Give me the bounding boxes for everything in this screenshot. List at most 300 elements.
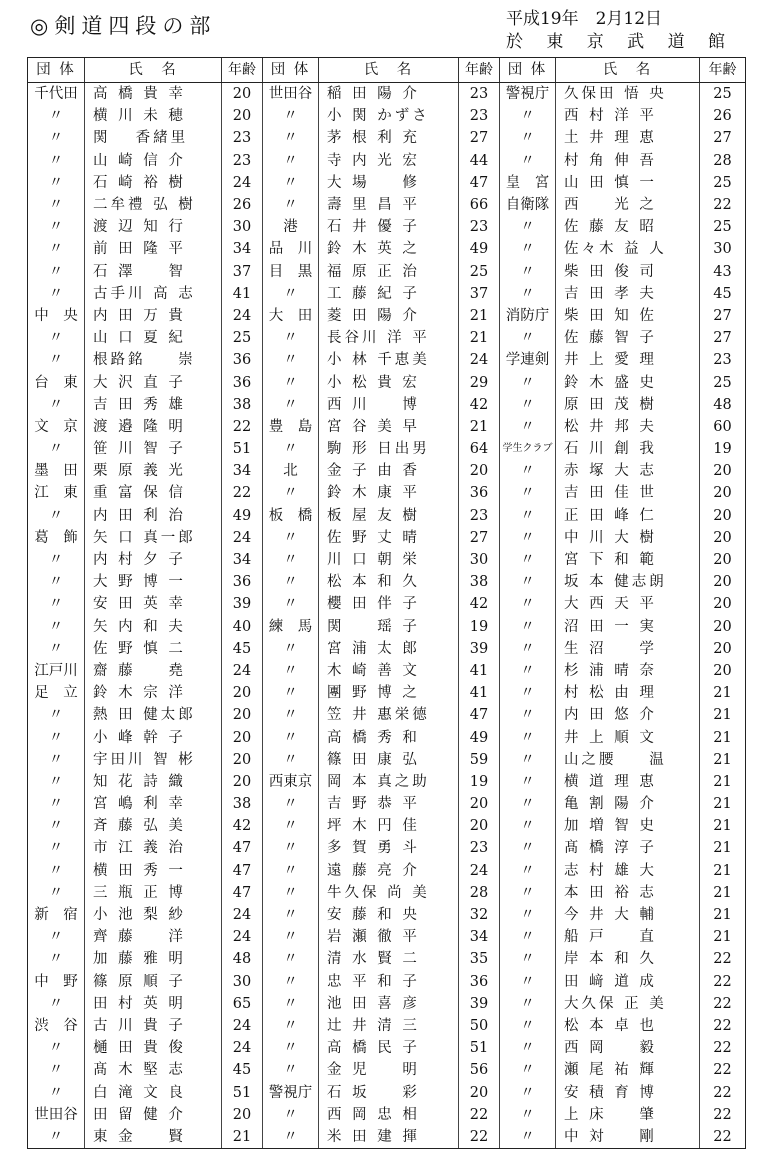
header-row: [28, 58, 746, 83]
team-cell: 〃: [500, 793, 556, 815]
team-cell: 〃: [263, 371, 319, 393]
name-cell: 鈴 木 康 平: [319, 482, 459, 504]
team-cell: 〃: [263, 749, 319, 771]
name-cell: 板 屋 友 樹: [319, 505, 459, 527]
team-cell: 皇 宮: [500, 172, 556, 194]
team-cell: 〃: [263, 882, 319, 904]
name-cell: 高 橋 貴 幸: [85, 83, 222, 106]
name-cell: 松 本 卓 也: [556, 1015, 700, 1037]
team-cell: 〃: [263, 571, 319, 593]
name-cell: 横 川 未 穂: [85, 105, 222, 127]
table-row: [28, 194, 746, 216]
age-cell: 34: [222, 549, 263, 571]
name-cell: 寺 内 光 宏: [319, 150, 459, 172]
age-cell: 49: [459, 726, 500, 748]
age-cell: 27: [700, 327, 746, 349]
table-row: [28, 926, 746, 948]
team-cell: 板 橋: [263, 505, 319, 527]
age-cell: 47: [222, 860, 263, 882]
team-cell: 〃: [500, 216, 556, 238]
name-cell: 大 沢 直 子: [85, 371, 222, 393]
name-cell: 佐 野 丈 晴: [319, 527, 459, 549]
team-cell: 文 京: [28, 416, 85, 438]
event-date: 平成19年 2月12日: [505, 9, 663, 29]
team-cell: 千代田: [28, 83, 85, 106]
age-cell: 24: [222, 660, 263, 682]
name-cell: 井 上 愛 理: [556, 349, 700, 371]
team-cell: 〃: [263, 105, 319, 127]
name-cell: 忠 平 和 子: [319, 971, 459, 993]
team-cell: 〃: [263, 593, 319, 615]
age-cell: 20: [700, 571, 746, 593]
age-cell: 23: [222, 127, 263, 149]
age-cell: 34: [459, 926, 500, 948]
age-cell: 36: [222, 371, 263, 393]
team-cell: 〃: [263, 1059, 319, 1081]
name-cell: 金 子 由 香: [319, 460, 459, 482]
table-row: [28, 1081, 746, 1103]
age-cell: 20: [222, 771, 263, 793]
age-cell: 48: [700, 394, 746, 416]
name-cell: 加 藤 雅 明: [85, 948, 222, 970]
team-cell: 〃: [500, 283, 556, 305]
age-cell: 41: [459, 660, 500, 682]
age-cell: 24: [222, 904, 263, 926]
name-cell: 團 野 博 之: [319, 682, 459, 704]
name-cell: 鈴 木 英 之: [319, 238, 459, 260]
name-cell: 石 澤 智: [85, 261, 222, 283]
name-cell: 篠 原 順 子: [85, 971, 222, 993]
team-cell: 練 馬: [263, 616, 319, 638]
age-cell: 47: [222, 882, 263, 904]
team-cell: 〃: [500, 616, 556, 638]
name-cell: 米 田 建 揮: [319, 1126, 459, 1149]
name-cell: 工 藤 紀 子: [319, 283, 459, 305]
age-cell: 48: [222, 948, 263, 970]
table-row: [28, 860, 746, 882]
team-cell: 〃: [28, 194, 85, 216]
table-row: [28, 505, 746, 527]
name-cell: 吉 田 秀 雄: [85, 394, 222, 416]
table-row: [28, 726, 746, 748]
team-cell: 〃: [500, 460, 556, 482]
table-row: [28, 83, 746, 106]
table-row: [28, 638, 746, 660]
team-cell: 〃: [263, 283, 319, 305]
team-cell: 〃: [500, 1037, 556, 1059]
name-cell: 重 富 保 信: [85, 482, 222, 504]
table-row: [28, 837, 746, 859]
name-cell: 中 対 剛: [556, 1126, 700, 1149]
team-cell: 〃: [28, 238, 85, 260]
team-cell: 〃: [28, 793, 85, 815]
name-cell: 小 林 千恵美: [319, 349, 459, 371]
age-cell: 36: [459, 971, 500, 993]
team-cell: 〃: [28, 105, 85, 127]
team-cell: 〃: [28, 172, 85, 194]
name-cell: 山 田 慎 一: [556, 172, 700, 194]
team-cell: 〃: [263, 549, 319, 571]
team-cell: 〃: [28, 771, 85, 793]
team-cell: 北: [263, 460, 319, 482]
name-cell: 牛久保 尚 美: [319, 882, 459, 904]
age-cell: 21: [700, 815, 746, 837]
age-cell: 21: [700, 793, 746, 815]
age-cell: 24: [222, 1015, 263, 1037]
name-cell: 山 崎 信 介: [85, 150, 222, 172]
team-cell: 〃: [263, 127, 319, 149]
team-cell: 中 央: [28, 305, 85, 327]
age-cell: 37: [459, 283, 500, 305]
name-cell: 吉 田 孝 夫: [556, 283, 700, 305]
name-cell: 田 留 健 介: [85, 1104, 222, 1126]
age-cell: 22: [700, 971, 746, 993]
team-cell: 〃: [263, 971, 319, 993]
team-cell: 〃: [500, 726, 556, 748]
team-cell: 警視庁: [500, 83, 556, 106]
age-cell: 42: [459, 593, 500, 615]
team-cell: 〃: [28, 127, 85, 149]
table-row: [28, 261, 746, 283]
age-cell: 42: [222, 815, 263, 837]
age-cell: 37: [222, 261, 263, 283]
age-cell: 25: [222, 327, 263, 349]
roster-table: [27, 57, 746, 1149]
age-cell: 20: [459, 793, 500, 815]
name-cell: 坂 本 健志朗: [556, 571, 700, 593]
team-cell: 〃: [263, 926, 319, 948]
team-cell: 〃: [500, 704, 556, 726]
age-cell: 36: [222, 571, 263, 593]
team-cell: 江戸川: [28, 660, 85, 682]
age-cell: 44: [459, 150, 500, 172]
age-cell: 51: [222, 438, 263, 460]
name-cell: 田 﨑 道 成: [556, 971, 700, 993]
age-cell: 25: [700, 216, 746, 238]
team-cell: 自衛隊: [500, 194, 556, 216]
team-cell: 〃: [500, 1059, 556, 1081]
age-cell: 36: [459, 482, 500, 504]
age-cell: 50: [459, 1015, 500, 1037]
age-cell: 27: [700, 305, 746, 327]
team-cell: 〃: [500, 860, 556, 882]
team-cell: 〃: [500, 571, 556, 593]
age-cell: 22: [222, 416, 263, 438]
name-cell: 関 瑶 子: [319, 616, 459, 638]
team-cell: 〃: [500, 105, 556, 127]
name-cell: 矢 内 和 夫: [85, 616, 222, 638]
name-cell: 熱 田 健太郎: [85, 704, 222, 726]
age-cell: 20: [222, 1104, 263, 1126]
name-cell: 柴 田 俊 司: [556, 261, 700, 283]
name-cell: 内 村 夕 子: [85, 549, 222, 571]
team-cell: 〃: [500, 638, 556, 660]
age-cell: 21: [700, 726, 746, 748]
age-cell: 19: [459, 771, 500, 793]
team-cell: 大 田: [263, 305, 319, 327]
table-row: [28, 593, 746, 615]
name-cell: 篠 田 康 弘: [319, 749, 459, 771]
name-cell: 知 花 詩 織: [85, 771, 222, 793]
name-cell: 横 道 理 恵: [556, 771, 700, 793]
age-cell: 20: [459, 1081, 500, 1103]
table-row: [28, 460, 746, 482]
age-cell: 30: [222, 971, 263, 993]
table-row: [28, 1015, 746, 1037]
team-cell: 〃: [500, 1081, 556, 1103]
age-cell: 22: [700, 194, 746, 216]
name-cell: 船 戸 直: [556, 926, 700, 948]
age-cell: 66: [459, 194, 500, 216]
age-cell: 59: [459, 749, 500, 771]
team-cell: 〃: [28, 1059, 85, 1081]
name-cell: 茅 根 利 充: [319, 127, 459, 149]
name-cell: 沼 田 一 実: [556, 616, 700, 638]
team-cell: 〃: [263, 860, 319, 882]
name-cell: 今 井 大 輔: [556, 904, 700, 926]
age-cell: 24: [222, 1037, 263, 1059]
age-cell: 20: [222, 682, 263, 704]
team-cell: 〃: [263, 1015, 319, 1037]
age-cell: 19: [459, 616, 500, 638]
age-cell: 21: [700, 771, 746, 793]
name-cell: 山之腰 温: [556, 749, 700, 771]
name-cell: 古 川 貴 子: [85, 1015, 222, 1037]
age-cell: 25: [700, 83, 746, 106]
event-venue: 於 東 京 武 道 館: [505, 32, 734, 52]
name-cell: 池 田 喜 彦: [319, 993, 459, 1015]
team-cell: 墨 田: [28, 460, 85, 482]
team-cell: 〃: [28, 926, 85, 948]
age-cell: 23: [700, 349, 746, 371]
name-cell: 小 関 かずさ: [319, 105, 459, 127]
team-cell: 〃: [28, 1081, 85, 1103]
name-cell: 鈴 木 盛 史: [556, 371, 700, 393]
team-cell: 〃: [263, 172, 319, 194]
age-cell: 24: [222, 926, 263, 948]
team-cell: 〃: [500, 882, 556, 904]
name-cell: 久保田 悟 央: [556, 83, 700, 106]
team-cell: 〃: [263, 660, 319, 682]
team-cell: 〃: [500, 416, 556, 438]
team-cell: 〃: [500, 971, 556, 993]
name-cell: 菱 田 陽 介: [319, 305, 459, 327]
table-row: [28, 283, 746, 305]
age-cell: 20: [700, 593, 746, 615]
age-cell: 21: [700, 904, 746, 926]
team-cell: 〃: [28, 505, 85, 527]
team-cell: 〃: [263, 1037, 319, 1059]
team-cell: 〃: [28, 394, 85, 416]
team-cell: 〃: [500, 593, 556, 615]
team-cell: 警視庁: [263, 1081, 319, 1103]
team-cell: 〃: [28, 948, 85, 970]
name-cell: 佐 藤 友 昭: [556, 216, 700, 238]
team-cell: 〃: [28, 261, 85, 283]
header-team: 団 体: [500, 58, 556, 83]
table-row: [28, 1059, 746, 1081]
age-cell: 22: [700, 1081, 746, 1103]
team-cell: 〃: [500, 549, 556, 571]
team-cell: 〃: [28, 815, 85, 837]
name-cell: 大久保 正 美: [556, 993, 700, 1015]
name-cell: 石 崎 裕 樹: [85, 172, 222, 194]
team-cell: 〃: [500, 682, 556, 704]
age-cell: 28: [700, 150, 746, 172]
age-cell: 34: [222, 238, 263, 260]
team-cell: 〃: [500, 815, 556, 837]
name-cell: 瀬 尾 祐 輝: [556, 1059, 700, 1081]
name-cell: 長谷川 洋 平: [319, 327, 459, 349]
age-cell: 30: [222, 216, 263, 238]
name-cell: 宇田川 智 彬: [85, 749, 222, 771]
name-cell: 亀 割 陽 介: [556, 793, 700, 815]
team-cell: 〃: [500, 1104, 556, 1126]
age-cell: 24: [459, 860, 500, 882]
age-cell: 21: [700, 682, 746, 704]
name-cell: 髙 橋 淳 子: [556, 837, 700, 859]
team-cell: 〃: [500, 926, 556, 948]
header-age: 年齢: [700, 58, 746, 83]
age-cell: 24: [222, 305, 263, 327]
table-row: [28, 993, 746, 1015]
name-cell: 村 角 伸 吾: [556, 150, 700, 172]
table-row: [28, 349, 746, 371]
name-cell: 辻 井 清 三: [319, 1015, 459, 1037]
name-cell: 岩 瀬 徹 平: [319, 926, 459, 948]
table-row: [28, 216, 746, 238]
name-cell: 清 水 賢 二: [319, 948, 459, 970]
name-cell: 安 藤 和 央: [319, 904, 459, 926]
age-cell: 39: [459, 993, 500, 1015]
age-cell: 21: [700, 860, 746, 882]
name-cell: 岸 本 和 久: [556, 948, 700, 970]
team-cell: 〃: [263, 726, 319, 748]
team-cell: 〃: [263, 793, 319, 815]
name-cell: 渡 辺 知 行: [85, 216, 222, 238]
name-cell: 内 田 悠 介: [556, 704, 700, 726]
team-cell: 〃: [500, 837, 556, 859]
team-cell: 〃: [263, 682, 319, 704]
team-cell: 港: [263, 216, 319, 238]
age-cell: 21: [459, 416, 500, 438]
age-cell: 35: [459, 948, 500, 970]
header-name: 氏 名: [556, 58, 700, 83]
team-cell: 西東京: [263, 771, 319, 793]
age-cell: 21: [459, 327, 500, 349]
age-cell: 47: [222, 837, 263, 859]
table-row: [28, 704, 746, 726]
team-cell: 〃: [263, 1126, 319, 1149]
team-cell: 江 東: [28, 482, 85, 504]
table-row: [28, 150, 746, 172]
name-cell: 樋 田 貴 俊: [85, 1037, 222, 1059]
team-cell: 〃: [500, 904, 556, 926]
table-row: [28, 327, 746, 349]
team-cell: 〃: [28, 616, 85, 638]
team-cell: 〃: [28, 704, 85, 726]
age-cell: 21: [700, 704, 746, 726]
age-cell: 20: [459, 460, 500, 482]
age-cell: 20: [222, 726, 263, 748]
name-cell: 佐 野 慎 二: [85, 638, 222, 660]
table-row: [28, 771, 746, 793]
team-cell: 〃: [263, 904, 319, 926]
team-cell: 目 黒: [263, 261, 319, 283]
team-cell: 台 東: [28, 371, 85, 393]
age-cell: 22: [700, 1104, 746, 1126]
name-cell: 木 崎 善 文: [319, 660, 459, 682]
name-cell: 岡 本 真之助: [319, 771, 459, 793]
team-cell: 豊 島: [263, 416, 319, 438]
team-cell: 〃: [263, 482, 319, 504]
age-cell: 26: [700, 105, 746, 127]
name-cell: 小 峰 幹 子: [85, 726, 222, 748]
roster-body: [28, 83, 746, 1149]
name-cell: 駒 形 日出男: [319, 438, 459, 460]
age-cell: 51: [459, 1037, 500, 1059]
age-cell: 20: [700, 527, 746, 549]
name-cell: 金 児 明: [319, 1059, 459, 1081]
name-cell: 宮 浦 太 郎: [319, 638, 459, 660]
age-cell: 49: [459, 238, 500, 260]
age-cell: 22: [459, 1104, 500, 1126]
team-cell: 〃: [263, 527, 319, 549]
age-cell: 23: [459, 505, 500, 527]
team-cell: 〃: [500, 127, 556, 149]
age-cell: 41: [222, 283, 263, 305]
header-name: 氏 名: [319, 58, 459, 83]
event-info: [506, 8, 734, 54]
name-cell: 稲 田 陽 介: [319, 83, 459, 106]
name-cell: 齊 藤 洋: [85, 926, 222, 948]
age-cell: 23: [459, 105, 500, 127]
name-cell: 大 場 修: [319, 172, 459, 194]
table-row: [28, 948, 746, 970]
team-cell: 〃: [500, 238, 556, 260]
table-row: [28, 882, 746, 904]
age-cell: 27: [700, 127, 746, 149]
name-cell: 石 坂 彩: [319, 1081, 459, 1103]
age-cell: 24: [222, 527, 263, 549]
table-row: [28, 793, 746, 815]
age-cell: 22: [700, 1037, 746, 1059]
team-cell: 〃: [28, 638, 85, 660]
age-cell: 49: [222, 505, 263, 527]
age-cell: 25: [700, 172, 746, 194]
table-row: [28, 1104, 746, 1126]
age-cell: 21: [222, 1126, 263, 1149]
table-row: [28, 904, 746, 926]
table-row: [28, 482, 746, 504]
age-cell: 22: [700, 948, 746, 970]
name-cell: 関 香緒里: [85, 127, 222, 149]
age-cell: 45: [222, 638, 263, 660]
name-cell: 西 川 博: [319, 394, 459, 416]
team-cell: 学生クラブ: [500, 438, 556, 460]
age-cell: 38: [222, 793, 263, 815]
name-cell: 吉 田 佳 世: [556, 482, 700, 504]
team-cell: 学連剣: [500, 349, 556, 371]
name-cell: 齋 藤 堯: [85, 660, 222, 682]
team-cell: 中 野: [28, 971, 85, 993]
header-age: 年齢: [459, 58, 500, 83]
age-cell: 22: [700, 993, 746, 1015]
team-cell: 〃: [500, 527, 556, 549]
name-cell: 生 沼 学: [556, 638, 700, 660]
age-cell: 41: [459, 682, 500, 704]
name-cell: 松 本 和 久: [319, 571, 459, 593]
